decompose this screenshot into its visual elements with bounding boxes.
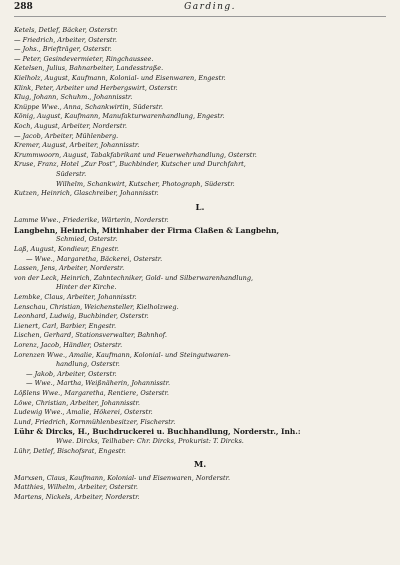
directory-entry: Lund, Friedrich, Kornmühlenbesitzer, Fischerstr. — [14, 417, 176, 426]
directory-entry: Löwe, Christian, Arbeiter, Johannisstr. — [14, 398, 140, 407]
directory-entry: Lößlens Wwe., Margaretha, Rentiere, Osterstr. — [14, 388, 169, 397]
page-header — [14, 2, 386, 17]
directory-entry: Koch, August, Arbeiter, Norderstr. — [14, 121, 127, 130]
directory-entry: Martens, Nickels, Arbeiter, Norderstr. — [14, 492, 140, 501]
directory-entries — [14, 26, 386, 503]
directory-entry: Ketelsen, Julius, Bahnarbeiter, Landesstraße. — [14, 64, 164, 73]
directory-entry: Hinter der Kirche. — [56, 283, 117, 292]
directory-entry: Süderstr. — [56, 169, 87, 178]
directory-entry: — Friedrich, Arbeiter, Osterstr. — [14, 35, 117, 44]
directory-entry: Kielholz, August, Kaufmann, Kolonial- und Eisenwaren, Engestr. — [14, 73, 226, 82]
directory-entry: Langbehn, Heinrich, Mitinhaber der Firma Claßen & Langbehn, — [14, 225, 280, 235]
directory-entry: Lamme Wwe., Friederike, Wärterin, Norderstr. — [14, 216, 169, 225]
directory-entry: Ludewig Wwe., Amalie, Hökerei, Osterstr. — [14, 408, 153, 417]
page-number: 288 — [14, 2, 33, 12]
directory-entry: Lassen, Jens, Arbeiter, Norderstr. — [14, 264, 125, 273]
directory-entry: Kruse, Franz, Hotel „Zur Post", Buchbinder, Kutscher und Durchfahrt, — [14, 160, 246, 169]
directory-entry: Leonhard, Ludwig, Buchbinder, Osterstr. — [14, 312, 149, 321]
directory-entry: Knüppe Wwe., Anna, Schankwirtin, Süderstr. — [14, 102, 164, 111]
directory-entry: Lembke, Claus, Arbeiter, Johannisstr. — [14, 293, 137, 302]
running-head: Garding. — [184, 2, 236, 12]
directory-entry: Lienert, Carl, Barbier, Engestr. — [14, 321, 117, 330]
directory-entry: Klug, Johann, Schuhm., Johannisstr. — [14, 93, 133, 102]
directory-entry: Ketels, Detlef, Bäcker, Osterstr. — [14, 26, 118, 34]
directory-entry: Marxsen, Claus, Kaufmann, Kolonial- und Eisenwaren, Norderstr. — [14, 473, 231, 482]
directory-entry: Kutzen, Heinrich, Glaschreiber, Johannisstr. — [14, 189, 159, 198]
directory-entry: Lorenzen Wwe., Amalie, Kaufmann, Kolonial- und Steingutwaren- — [14, 350, 231, 359]
directory-entry: Lenschau, Christian, Weichensteller, Kielholzweg. — [14, 302, 179, 311]
directory-entry: — Johs., Briefträger, Osterstr. — [14, 45, 112, 54]
section-letter: L. — [195, 202, 205, 213]
directory-entry: Lühr, Detlef, Bischofsrat, Engestr. — [14, 446, 126, 455]
directory-entry: — Jakob, Arbeiter, Osterstr. — [26, 369, 117, 378]
section-letter: M. — [193, 460, 207, 471]
directory-entry: Lorenz, Jacob, Händler, Osterstr. — [14, 341, 123, 349]
directory-entry: Kremer, August, Arbeiter, Johannisstr. — [14, 141, 140, 150]
directory-entry: handlung, Osterstr. — [56, 360, 120, 369]
directory-entry: Wilhelm, Schankwirt, Kutscher, Photograph, Süderstr. — [56, 179, 235, 188]
directory-entry: von der Leck, Heinrich, Zahntechniker, Gold- und Silberwarenhandlung, — [14, 273, 254, 282]
directory-entry: Krummwoorn, August, Tabakfabrikant und Feuerwehrhandlung, Osterstr. — [14, 150, 257, 159]
directory-entry: Lischen, Gerhard, Stationsverwalter, Bahnhof. — [14, 331, 167, 340]
directory-entry: — Peter, Gesindevermieter, Ringchaussee. — [14, 54, 154, 63]
directory-entry: Matthies, Wilhelm, Arbeiter, Osterstr. — [14, 483, 138, 492]
directory-entry: — Jacob, Arbeiter, Mühlenberg. — [14, 131, 119, 140]
directory-entry: Wwe. Dircks, Teilhaber: Chr. Dircks, Prokurist: T. Dircks. — [56, 436, 244, 445]
directory-entry: Schmied, Osterstr. — [56, 235, 118, 244]
directory-entry: Laß, August, Kondieur, Engestr. — [14, 245, 119, 254]
directory-entry: Klink, Peter, Arbeiter und Herbergswirt, Osterstr. — [14, 83, 178, 92]
directory-entry: — Wwe., Margaretha, Bäckerei, Osterstr. — [26, 254, 163, 263]
directory-entry: König, August, Kaufmann, Manufakturwarenhandlung, Engestr. — [14, 112, 225, 121]
directory-entry: Lühr & Dircks, H., Buchdruckerei u. Buchhandlung, Norderstr., Inh.: — [14, 427, 301, 437]
directory-entry: — Wwe., Martha, Weißnäherin, Johannisstr. — [26, 379, 171, 388]
